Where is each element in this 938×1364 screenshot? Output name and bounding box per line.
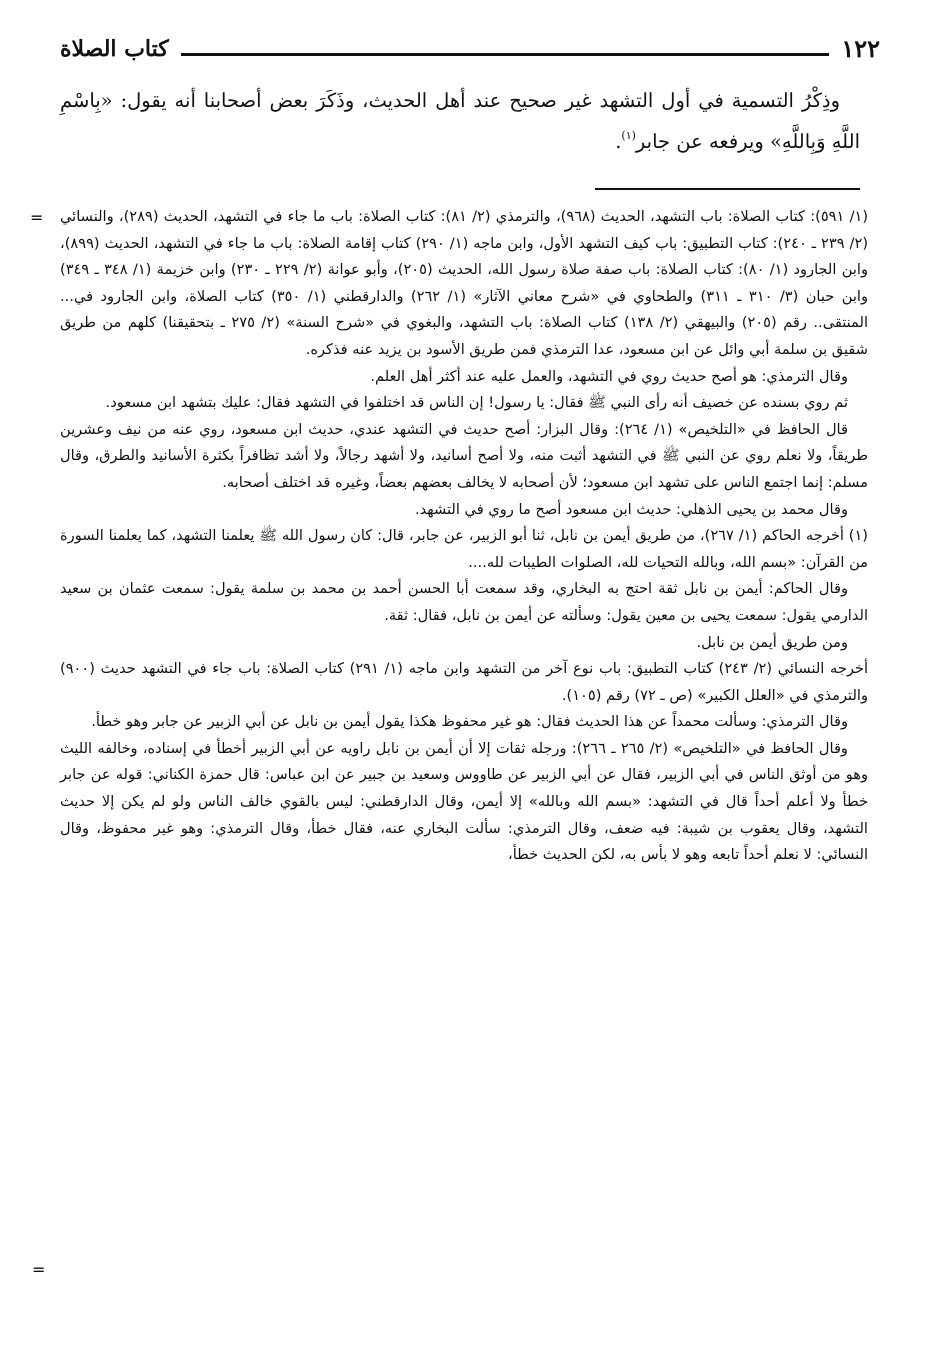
- footnote-paragraph: وقال الترمذي: هو أصح حديث روي في التشهد، والعمل عليه عند أكثر أهل العلم.: [370, 367, 848, 385]
- footnote-paragraph: قال الحافظ في «التلخيص» (١/ ٢٦٤): وقال البزار: أصح حديث في التشهد عندي، حديث ابن مسعود، روي عنه من نيف وعشرين طريقاً، ولا نعلم روي عن النبي ﷺ في التشهد أثبت منه، ولا أصح أسانيد، ولا أشهد رجالاً، ولا أشد تظافراً بكثرة الأسانيد والطرق، وقال مسلم: إنما اجتمع الناس على تشهد ابن مسعود؛ لأن أصحابه لا يخالف بعضهم بعضاً، وغيره قد اختلف أصحابه.: [60, 420, 868, 491]
- header-rule: [181, 53, 830, 56]
- footnote-paragraph: (١/ ٥٩١): كتاب الصلاة: باب التشهد، الحديث (٩٦٨)، والترمذي (٢/ ٨١): كتاب الصلاة: باب ما جاء في التشهد، الحديث (٢٨٩)، والنسائي (٢/ ٢٣٩ ـ ٢٤٠): كتاب التطبيق: باب كيف التشهد الأول، وابن ماجه (١/ ٢٩٠) كتاب إقامة الصلاة: باب ما جاء في التشهد، الحديث (٨٩٩)، وابن الجارود (١/ ٨٠): كتاب الصلاة: باب صفة صلاة رسول الله، الحديث (٢٠٥)، وأبو عوانة (٢/ ٢٢٩ ـ ٢٣٠) وابن خزيمة (١/ ٣٤٨ ـ ٣٤٩) وابن حبان (٣/ ٣١٠ ـ ٣١١) والطحاوي في «شرح معاني الآثار» (١/ ٢٦٢) والدارقطني (١/ ٣٥٠) كتاب الصلاة، وابن الجارود في... المنتقى.. رقم (٢٠٥) والبيهقي (٢/ ١٣٨) كتاب الصلاة: باب التشهد، والبغوي في «شرح السنة» (٢/ ٢٧٥ ـ بتحقيقنا) كلهم من طريق شقيق بن سلمة أبي وائل عن ابن مسعود، عدا الترمذي فمن طريق الأسود بن يزيد عنه فذكره.: [60, 208, 869, 358]
- main-paragraph-end: .: [615, 130, 622, 153]
- main-paragraph: [60, 80, 860, 162]
- main-text: [60, 80, 860, 162]
- footnote-paragraph: (١) أخرجه الحاكم (١/ ٢٦٧)، من طريق أيمن بن نابل، ثنا أبو الزبير، عن جابر، قال: كان رسول الله ﷺ يعلمنا التشهد، كما يعلمنا السورة من القرآن: «بسم الله، وبالله التحيات لله، الصلوات الطيبات لله....: [60, 527, 868, 571]
- continuation-mark-top: =: [30, 208, 44, 227]
- footnotes: [60, 204, 868, 869]
- running-title: كتاب الصلاة: [60, 36, 169, 62]
- main-paragraph-text: وذِكْرُ التسمية في أول التشهد غير صحيح عند أهل الحديث، وذَكَرَ بعض أصحابنا أنه يقول: «بِاسْمِ اللَّهِ وَبِاللَّهِ» ويرفعه عن جابر: [60, 89, 860, 153]
- footnote-paragraph: وقال الترمذي: وسألت محمداً عن هذا الحديث فقال: هو غير محفوظ هكذا يقول أيمن بن نابل عن أبي الزبير عن جابر وهو خطأ.: [91, 713, 848, 731]
- footnote-paragraph: ومن طريق أيمن بن نابل.: [696, 633, 848, 651]
- footnote-paragraph: وقال الحاكم: أيمن بن نابل ثقة احتج به البخاري، وقد سمعت أبا الحسن أحمد بن محمد بن سلمة يقول: سمعت عثمان بن سعيد الدارمي يقول: سمعت يحيى بن معين يقول: وسألته عن أيمن بن نابل، فقال: ثقة.: [60, 580, 868, 624]
- footnote-paragraph: أخرجه النسائي (٢/ ٢٤٣) كتاب التطبيق: باب نوع آخر من التشهد وابن ماجه (١/ ٢٩١) كتاب الصلاة: باب جاء في التشهد حديث (٩٠٠) والترمذي في «العلل الكبير» (ص ـ ٧٢) رقم (١٠٥).: [60, 660, 868, 704]
- footnote-paragraph: ثم روي بسنده عن خصيف أنه رأى النبي ﷺ فقال: يا رسول! إن الناس قد اختلفوا في التشهد فقال: عليك بتشهد ابن مسعود.: [105, 394, 848, 412]
- continuation-mark-bottom: =: [32, 1260, 46, 1279]
- page-number: ١٢٢: [841, 34, 880, 63]
- footnote-marker: (١): [621, 129, 636, 142]
- page-header: [60, 30, 880, 64]
- footnote-paragraph: وقال الحافظ في «التلخيص» (٢/ ٢٦٥ ـ ٢٦٦): ورجله ثقات إلا أن أيمن بن نابل راويه عن أبي الزبير أخطأ في إسناده، وخالفه الليث وهو من أوثق الناس في أبي الزبير، فقال عن أبي الزبير عن طاووس وسعيد بن جبير عن ابن عباس: قال حمزة الكناني: قوله عن جابر خطأ ولا أعلم أحداً قال في التشهد: «بسم الله وبالله» إلا أيمن، وقال الدارقطني: ليس بالقوي خالف الناس ولو لم يكن إلا حديث التشهد، وقال يعقوب بن شيبة: فيه ضعف، وقال الترمذي: سألت البخاري عنه، فقال خطأ، وقال الترمذي: وهو غير محفوظ، وقال النسائي: لا نعلم أحداً تابعه وهو لا بأس به، لكن الحديث خطأ،: [60, 739, 868, 864]
- footnote-separator: [595, 188, 860, 190]
- footnote-paragraph: وقال محمد بن يحيى الذهلي: حديث ابن مسعود أصح ما روي في التشهد.: [414, 500, 848, 518]
